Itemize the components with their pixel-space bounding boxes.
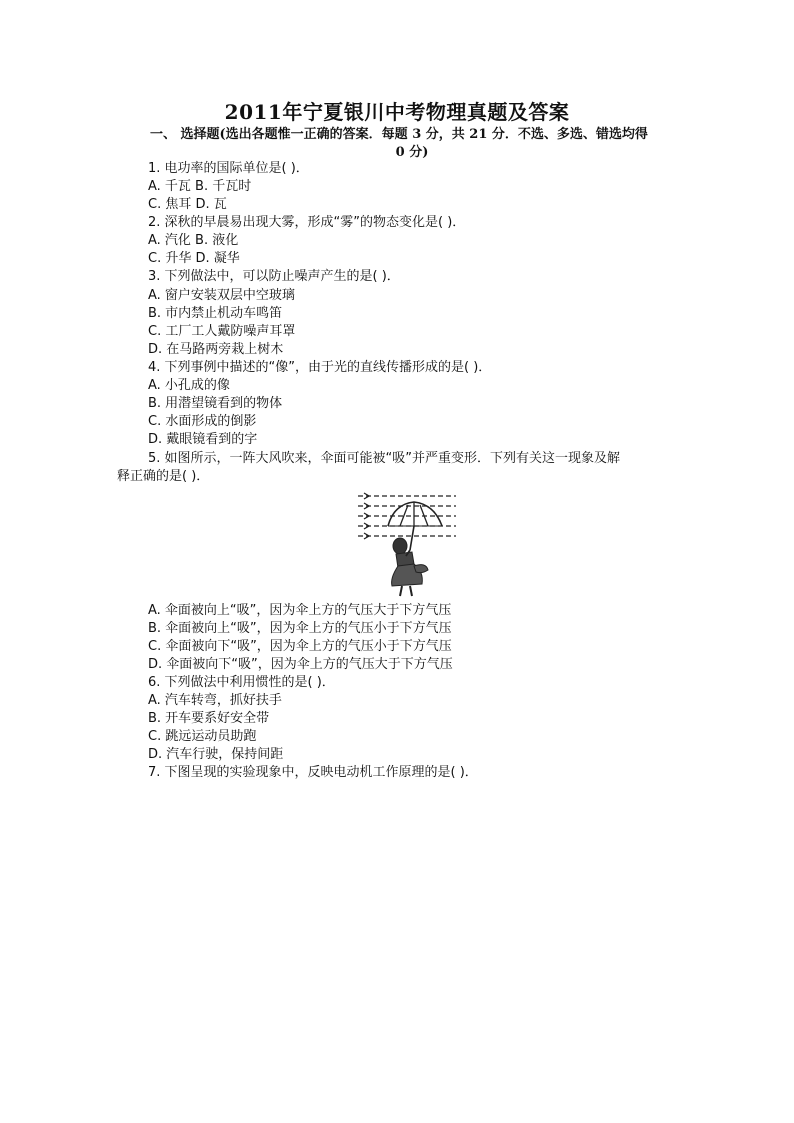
umbrella-wind-figure <box>352 488 462 600</box>
option-row: A. 千瓦 B. 千瓦时 <box>148 179 252 194</box>
document-title: 2011年宁夏银川中考物理真题及答案 <box>224 100 570 124</box>
option-b: B. 市内禁止机动车鸣笛 <box>148 306 283 321</box>
option-a: A. 汽车转弯，抓好扶手 <box>148 693 282 708</box>
option-row: C. 升华 D. 凝华 <box>148 251 240 266</box>
question-5: 5. 如图所示，一阵大风吹来，伞面可能被“吸”并严重变形．下列有关这一现象及解 <box>148 451 621 466</box>
option-b: B. 伞面被向上“吸”，因为伞上方的气压小于下方气压 <box>148 621 452 636</box>
option-c: C. 工厂工人戴防噪声耳罩 <box>148 324 296 339</box>
question-5-continued: 释正确的是( )． <box>117 469 210 484</box>
question-6: 6. 下列做法中利用惯性的是( )． <box>148 675 335 690</box>
option-c: C. 水面形成的倒影 <box>148 414 257 429</box>
question-4: 4. 下列事例中描述的“像”，由于光的直线传播形成的是( )． <box>148 360 492 375</box>
option-row: A. 汽化 B. 液化 <box>148 233 239 248</box>
option-d: D. 伞面被向下“吸”，因为伞上方的气压大于下方气压 <box>148 657 453 672</box>
question-7: 7. 下图呈现的实验现象中，反映电动机工作原理的是( )． <box>148 765 478 780</box>
section-heading-line2: 0 分) <box>395 145 429 160</box>
question-2: 2. 深秋的早晨易出现大雾，形成“雾”的物态变化是( )． <box>148 215 466 230</box>
section-heading-line1: 一、 选择题(选出各题惟一正确的答案．每题 3 分，共 21 分．不选、多选、错选均得 <box>150 127 648 142</box>
option-d: D. 汽车行驶，保持间距 <box>148 747 284 762</box>
option-c: C. 伞面被向下“吸”，因为伞上方的气压小于下方气压 <box>148 639 452 654</box>
option-b: B. 开车要系好安全带 <box>148 711 270 726</box>
question-1: 1. 电功率的国际单位是( )． <box>148 161 309 176</box>
section-heading <box>150 126 674 162</box>
option-d: D. 在马路两旁栽上树木 <box>148 342 284 357</box>
question-3: 3. 下列做法中，可以防止噪声产生的是( )． <box>148 269 400 284</box>
option-d: D. 戴眼镜看到的字 <box>148 432 258 447</box>
option-a: A. 伞面被向上“吸”，因为伞上方的气压大于下方气压 <box>148 603 452 618</box>
option-a: A. 窗户安装双层中空玻璃 <box>148 288 295 303</box>
option-c: C. 跳远运动员助跑 <box>148 729 257 744</box>
option-b: B. 用潜望镜看到的物体 <box>148 396 283 411</box>
option-row: C. 焦耳 D. 瓦 <box>148 197 227 212</box>
option-a: A. 小孔成的像 <box>148 378 230 393</box>
